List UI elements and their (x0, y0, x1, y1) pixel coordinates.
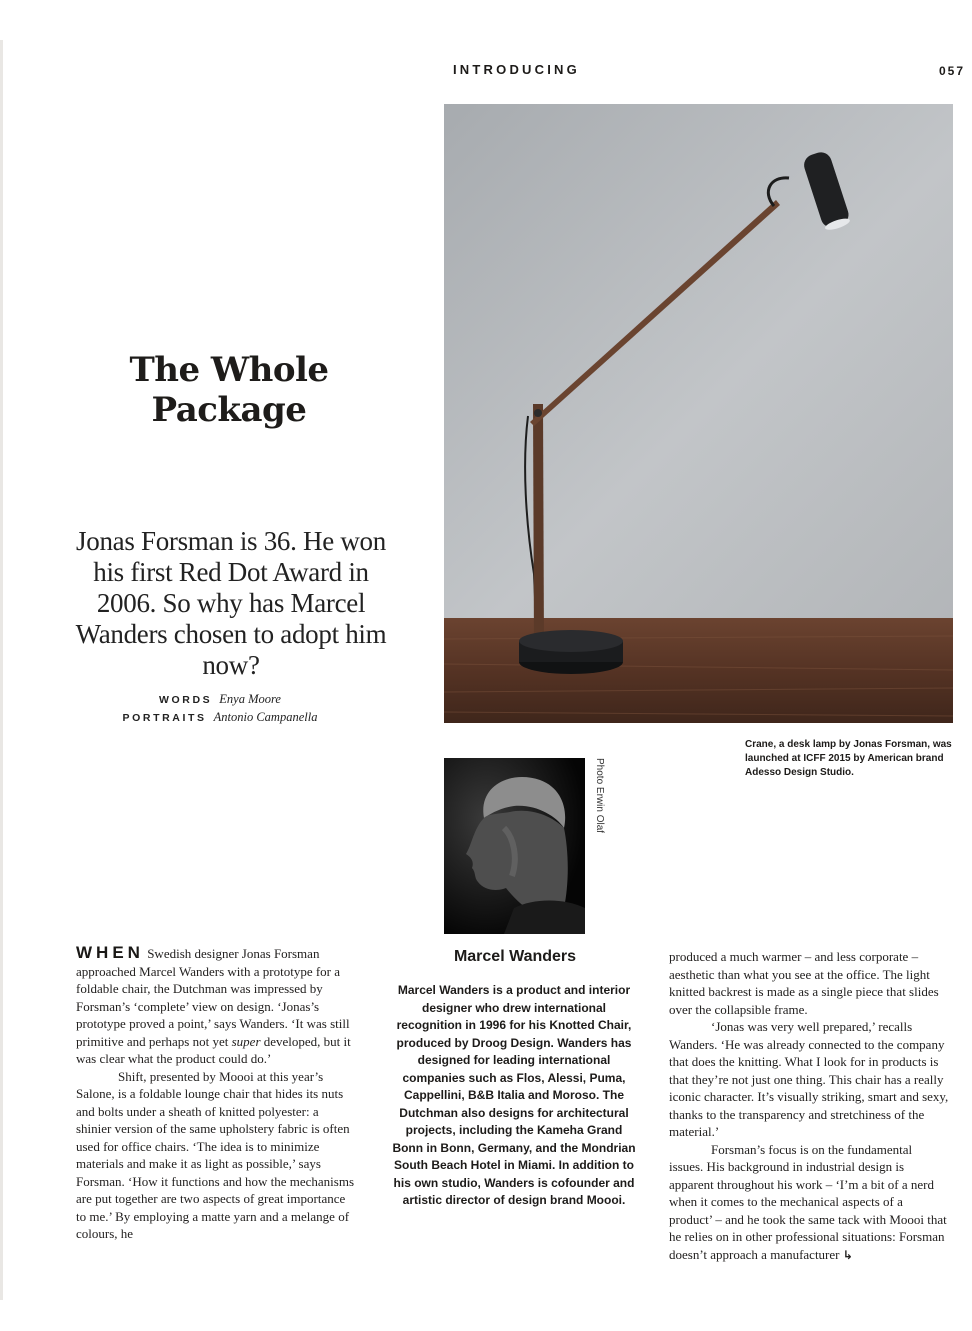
portrait-photo-credit: Photo Erwin Olaf (594, 758, 605, 834)
section-label: INTRODUCING (453, 62, 580, 77)
words-label: WORDS (159, 694, 213, 706)
drop-cap-word: WHEN (76, 943, 144, 962)
body-paragraph: Shift, presented by Moooi at this year’s Salone, is a foldable lounge chair that hides its nuts and bolts under a sheath of knitted polyester: a shinier version of the same upholstery fabric is often used for office chairs. ‘The idea is to minimize materials and make it as light as possible,’ says Forsman. ‘How it functions and how the mechanisms are put together are two aspects of great importance to me.’ By employing a matte yarn and a melange of colours, he (76, 1068, 355, 1241)
portraits-label: PORTRAITS (122, 712, 207, 724)
body-column-1 (76, 944, 356, 1243)
article-dek: Jonas Forsman is 36. He won his first Red Dot Award in 2006. So why has Marcel Wanders chosen to adopt him now? (75, 526, 387, 680)
body-column-3 (669, 948, 949, 1264)
lamp-caption: Crane, a desk lamp by Jonas Forsman, was launched at ICFF 2015 by American brand Adesso Design Studio. (745, 739, 952, 778)
page-number: 057 (938, 64, 965, 78)
body-paragraph (76, 944, 356, 1068)
words-credit (60, 692, 380, 707)
lamp-photo (444, 104, 953, 723)
continue-arrow-icon: ↳ (842, 1247, 853, 1262)
body-paragraph (669, 1141, 949, 1265)
sidebar-bio: Marcel Wanders is a product and interior designer who drew international recognition in 1996 for his Knotted Chair, produced by Droog Design. Wanders has designed for leading international companies such as Flos, Alessi, Puma, Cappellini, B&B Italia and Moroso. The Dutchman also designs for architectural projects, including the Kameha Grand Bonn in Bonn, Germany, and the Mondrian South Beach Hotel in Miami. In addition to his own studio, Wanders is cofounder and artistic director of design brand Moooi. (392, 983, 636, 1207)
portraits-photographer: Antonio Campanella (213, 710, 318, 724)
body-text: developed, but it was clear what the product could do.’ (76, 1033, 351, 1066)
page-gutter (0, 40, 3, 1300)
article-title-line: The Whole (129, 350, 329, 390)
body-paragraph: produced a much warmer – and less corporate – aesthetic than what you see at the office. The light knitted backrest is made as a single piece that slides over the collapsible frame. (669, 949, 939, 1017)
portraits-credit (60, 710, 380, 725)
body-text: Forsman’s focus is on the fundamental issues. His background in industrial design is apparent throughout his work – ‘I’m a bit of a nerd when it comes to the mechanical aspects of a product’ – and he took the same tack with Moooi that he relies on in other professional situations: Forsman doesn’t approach a manufacturer (669, 1141, 947, 1262)
portrait-photo (444, 758, 585, 934)
desk-lamp-illustration (444, 104, 953, 723)
portrait-illustration (444, 758, 585, 934)
words-author: Enya Moore (219, 692, 281, 706)
article-title (70, 350, 388, 430)
body-paragraph: ‘Jonas was very well prepared,’ recalls Wanders. ‘He was already connected to the company that does the knitting. What I look for in products is that they’re not just one thing. This chair has a really iconic character. It’s visually striking, smart and sexy, thanks to the transparency and stretchiness of the material.’ (669, 1019, 949, 1139)
article-title-line: Package (151, 390, 307, 430)
sidebar-title: Marcel Wanders (453, 948, 577, 965)
body-text-italic: super (231, 1033, 261, 1049)
body-text: Swedish designer Jonas Forsman approached Marcel Wanders with a prototype for a foldable chair, the Dutchman was impressed by Forsman’s ‘complete’ view on design. ‘Jonas’s prototype proved a point,’ says Wanders. ‘It was still primitive and perhaps not yet (76, 946, 350, 1049)
